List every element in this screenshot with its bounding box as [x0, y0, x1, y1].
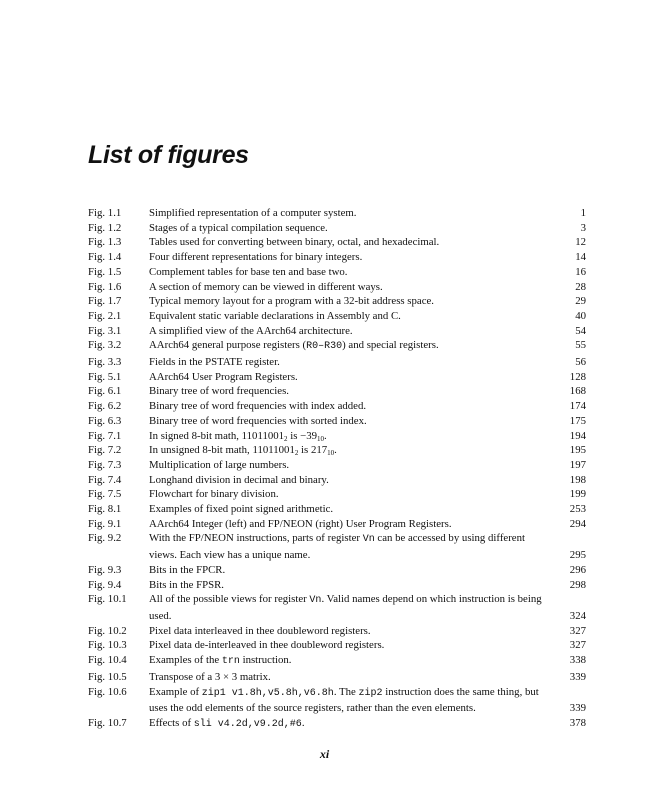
figure-entry [88, 206, 586, 221]
figure-page: 327 [569, 639, 586, 652]
code-text: Vn [309, 595, 322, 607]
figure-number: Fig. 1.6 [88, 280, 122, 293]
figure-number: Fig. 1.2 [88, 221, 122, 234]
figure-caption: Pixel data interleaved in thee doubleword registers. [149, 624, 371, 637]
figure-page: 339 [569, 670, 586, 683]
figure-caption: Four different representations for binary integers. [149, 251, 363, 264]
figure-entry [88, 653, 586, 670]
figure-page: 1 [580, 207, 586, 219]
figure-entry [88, 355, 586, 370]
figure-page: 324 [569, 609, 586, 622]
figure-caption: A simplified view of the AArch64 architecture. [149, 324, 353, 337]
figure-caption: Effects of sli v4.2d,v9.2d,#6. [149, 716, 305, 730]
figure-number: Fig. 7.3 [88, 458, 122, 471]
figure-page: 198 [569, 473, 586, 486]
figure-caption: Binary tree of word frequencies with sorted index. [149, 414, 367, 427]
figure-entry [88, 235, 586, 250]
figure-number: Fig. 7.1 [88, 429, 122, 442]
figure-number: Fig. 7.5 [88, 488, 122, 501]
figure-page: 54 [575, 324, 586, 337]
figure-entry [88, 338, 586, 355]
figure-caption: Binary tree of word frequencies. [149, 385, 290, 398]
figure-page: 197 [569, 458, 586, 471]
figure-page: 29 [575, 295, 586, 308]
figure-number: Fig. 10.2 [88, 624, 127, 637]
figure-page: 199 [569, 488, 586, 501]
figure-caption: Examples of fixed point signed arithmetic. [149, 503, 334, 516]
figure-caption: Complement tables for base ten and base two. [149, 265, 348, 278]
figure-page: 195 [569, 444, 586, 457]
figure-caption: Binary tree of word frequencies with index added. [149, 400, 367, 413]
figure-entry [88, 294, 586, 309]
figure-entry [88, 324, 586, 339]
figure-caption: AArch64 Integer (left) and FP/NEON (right) User Program Registers. [149, 517, 452, 530]
figure-page: 327 [569, 624, 586, 637]
page-title: List of figures [88, 141, 249, 169]
code-text: R0–R30 [306, 341, 343, 353]
figure-caption: Example of zip1 v1.8h,v5.8h,v6.8h. The zip2 instruction does the same thing, but uses the odd elements of the source registers, rather than the even elements. [149, 685, 539, 715]
figure-number: Fig. 9.4 [88, 578, 122, 591]
figure-page: 12 [575, 236, 586, 249]
figure-caption: Fields in the PSTATE register. [149, 356, 280, 369]
figure-caption: Typical memory layout for a program with a 32-bit address space. [149, 295, 434, 308]
figure-caption: Equivalent static variable declarations in Assembly and C. [149, 309, 401, 322]
figure-number: Fig. 7.2 [88, 444, 122, 457]
figure-page: 168 [569, 385, 586, 398]
figure-entry [88, 384, 586, 399]
figure-entry [88, 399, 586, 414]
figure-entry [88, 502, 586, 517]
figure-number: Fig. 1.5 [88, 265, 122, 278]
figure-entry [88, 592, 586, 623]
figure-number: Fig. 9.2 [88, 532, 122, 545]
figure-caption: Bits in the FPSR. [149, 578, 225, 591]
figure-number: Fig. 1.4 [88, 251, 122, 264]
figure-number: Fig. 1.1 [88, 207, 122, 219]
figure-page: 338 [569, 654, 586, 667]
figure-caption: Transpose of a 3 × 3 matrix. [149, 670, 271, 683]
figure-number: Fig. 6.1 [88, 385, 122, 398]
figure-caption: Stages of a typical compilation sequence. [149, 221, 328, 234]
code-text: trn [221, 656, 240, 668]
figure-page: 378 [569, 716, 586, 729]
figure-number: Fig. 10.4 [88, 654, 127, 667]
figure-entry [88, 429, 586, 444]
figure-entry [88, 638, 586, 653]
figure-number: Fig. 3.2 [88, 339, 122, 352]
figure-page: 253 [569, 503, 586, 516]
figure-page: 294 [569, 517, 586, 530]
figure-caption: Simplified representation of a computer system. [149, 207, 357, 219]
code-text: zip2 [358, 687, 383, 699]
figure-number: Fig. 3.3 [88, 356, 122, 369]
figure-number: Fig. 10.5 [88, 670, 127, 683]
figure-entry [88, 716, 586, 733]
figure-entry [88, 280, 586, 295]
figure-caption: Tables used for converting between binary, octal, and hexadecimal. [149, 236, 440, 249]
figure-page: 3 [580, 221, 586, 234]
figure-entry [88, 250, 586, 265]
figure-number: Fig. 10.3 [88, 639, 127, 652]
figure-caption: A section of memory can be viewed in different ways. [149, 280, 383, 293]
figure-page: 296 [569, 563, 586, 576]
figure-caption: Longhand division in decimal and binary. [149, 473, 329, 486]
figure-caption: Pixel data de-interleaved in thee doubleword registers. [149, 639, 385, 652]
page-number: xi [319, 747, 330, 761]
figure-entry [88, 670, 586, 685]
figure-entry [88, 309, 586, 324]
figure-page: 175 [569, 414, 586, 427]
figure-number: Fig. 2.1 [88, 309, 122, 322]
figure-entry [88, 624, 586, 639]
code-text: sli v4.2d,v9.2d,#6 [193, 718, 302, 730]
figure-entry [88, 458, 586, 473]
figure-page: 174 [569, 400, 586, 413]
figure-entry [88, 563, 586, 578]
figure-page: 16 [575, 265, 586, 278]
figure-entry [88, 265, 586, 280]
figure-number: Fig. 10.7 [88, 716, 127, 729]
figure-number: Fig. 9.3 [88, 563, 122, 576]
figure-page: 55 [575, 339, 586, 352]
figure-page: 128 [569, 370, 586, 383]
figure-list [88, 206, 586, 733]
figure-entry [88, 221, 586, 236]
figure-caption: In unsigned 8-bit math, $11011001_2$ is $217_{10}$. [149, 444, 337, 458]
figure-caption: With the FP/NEON instructions, parts of register Vn can be accessed by using different views. Each view has a unique name. [149, 532, 526, 562]
figure-entry [88, 473, 586, 488]
figure-number: Fig. 8.1 [88, 503, 122, 516]
figure-caption: AArch64 User Program Registers. [149, 370, 298, 383]
figure-entry [88, 517, 586, 532]
figure-entry [88, 578, 586, 593]
figure-caption: Multiplication of large numbers. [149, 458, 290, 471]
code-text: Vn [362, 534, 375, 546]
figure-page: 56 [575, 356, 586, 369]
figure-page: 14 [575, 251, 586, 264]
figure-number: Fig. 5.1 [88, 370, 122, 383]
figure-number: Fig. 10.6 [88, 685, 127, 698]
figure-number: Fig. 9.1 [88, 517, 122, 530]
figure-number: Fig. 1.3 [88, 236, 122, 249]
figure-entry [88, 531, 586, 562]
figure-caption: Examples of the trn instruction. [149, 654, 292, 668]
figure-caption: Flowchart for binary division. [149, 488, 279, 501]
figure-entry [88, 414, 586, 429]
figure-entry [88, 487, 586, 502]
figure-number: Fig. 6.2 [88, 400, 122, 413]
figure-caption: AArch64 general purpose registers (R0–R30) and special registers. [149, 339, 439, 353]
figure-caption: Bits in the FPCR. [149, 563, 226, 576]
figure-caption: In signed 8-bit math, $11011001_2$ is $-39_{10}$. [149, 429, 327, 443]
figure-number: Fig. 7.4 [88, 473, 122, 486]
figure-number: Fig. 1.7 [88, 295, 122, 308]
figure-page: 40 [575, 309, 586, 322]
code-text: zip1 v1.8h,v5.8h,v6.8h [201, 687, 334, 699]
figure-caption: All of the possible views for register Vn. Valid names depend on which instruction is being used. [149, 593, 542, 622]
figure-page: 298 [569, 578, 586, 591]
figure-entry [88, 370, 586, 385]
figure-page: 295 [569, 549, 586, 562]
figure-entry [88, 685, 586, 716]
figure-number: Fig. 3.1 [88, 324, 122, 337]
figure-number: Fig. 10.1 [88, 593, 127, 606]
figure-page: 28 [575, 280, 586, 293]
figure-entry [88, 443, 586, 458]
figure-page: 194 [569, 429, 586, 442]
figure-page: 339 [569, 702, 586, 715]
figure-number: Fig. 6.3 [88, 414, 122, 427]
